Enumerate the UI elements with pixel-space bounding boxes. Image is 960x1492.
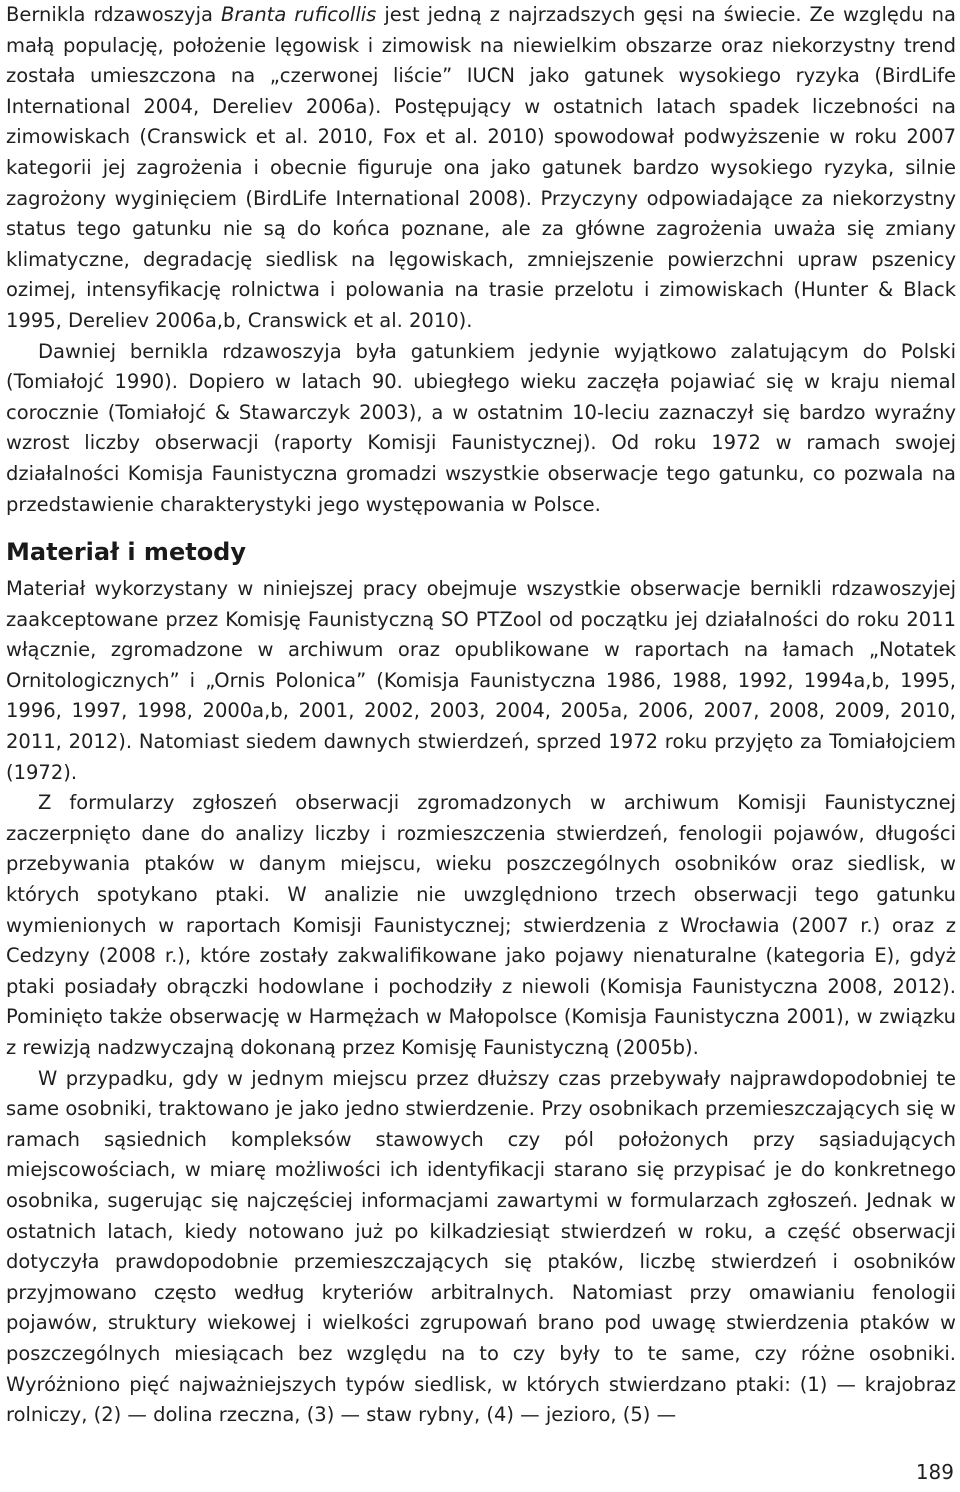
paragraph-text: Bernikla rdzawoszyja [6, 3, 221, 26]
intro-paragraph-1 [6, 0, 956, 337]
page-number: 189 [915, 1460, 954, 1484]
species-latin-name: Branta ruficollis [220, 3, 377, 26]
article-page [6, 0, 956, 1431]
section-heading: Materiał i metody [6, 538, 246, 567]
methods-paragraph-1: Materiał wykorzystany w niniejszej pracy obejmuje wszystkie obserwacje bernikli rdzawoszyjej zaakceptowane przez Komisję Faunistyczną SO PTZool od początku jej działalności do roku 2011 włącznie, zgromadzone w archiwum oraz opublikowane w raportach na łamach „Notatek Ornitologicznych” i „Ornis Polonica” (Komisja Faunistyczna 1986, 1988, 1992, 1994a,b, 1995, 1996, 1997, 1998, 2000a,b, 2001, 2002, 2003, 2004, 2005a, 2006, 2007, 2008, 2009, 2010, 2011, 2012). Natomiast siedem dawnych stwierdzeń, sprzed 1972 roku przyjęto za Tomiałojciem (1972). [6, 577, 956, 784]
intro-paragraph-2: Dawniej bernikla rdzawoszyja była gatunkiem jedynie wyjątkowo zalatującym do Polski (Tomiałojć 1990). Dopiero w latach 90. ubiegłego wieku zaczęła pojawiać się w kraju niemal corocznie (Tomiałojć & Stawarczyk 2003), a w ostatnim 10-leciu zaznaczył się bardzo wyraźny wzrost liczby obserwacji (raporty Komisji Faunistycznej). Od roku 1972 w ramach swojej działalności Komisja Faunistyczna gromadzi wszystkie obserwacje tego gatunku, co pozwala na przedstawienie charakterystyki jego występowania w Polsce. [6, 339, 956, 516]
methods-paragraph-3: W przypadku, gdy w jednym miejscu przez dłuższy czas przebywały najprawdopodobniej te same osobniki, traktowano je jako jedno stwierdzenie. Przy osobnikach przemieszczających się w ramach sąsiednich kompleksów stawowych czy pól położonych przy sąsiadujących miejscowościach, w miarę możliwości ich identyfikacji starano się przypisać je do konkretnego osobnika, sugerując się najczęściej informacjami zawartymi w formularzach zgłoszeń. Jednak w ostatnich latach, kiedy notowano już po kilkadziesiąt stwierdzeń w roku, a część obserwacji dotyczyła prawdopodobnie przemieszczających się ptaków, liczbę stwierdzeń i osobników przyjmowano często według kryteriów arbitralnych. Natomiast przy omawianiu fenologii pojawów, struktury wiekowej i wielkości zgrupowań brano pod uwagę stwierdzenia ptaków w poszczególnych miesiącach bez względu na to czy były to te same, czy różne osobniki. Wyróżniono pięć najważniejszych typów siedlisk, w których stwierdzano ptaki: (1) — krajobraz rolniczy, (2) — dolina rzeczna, (3) — staw rybny, (4) — jezioro, (5) — [6, 1066, 956, 1427]
methods-paragraph-2: Z formularzy zgłoszeń obserwacji zgromadzonych w archiwum Komisji Faunistycznej zaczerpnięto dane do analizy liczby i rozmieszczenia stwierdzeń, fenologii pojawów, długości przebywania ptaków w danym miejscu, wieku poszczególnych osobników oraz siedlisk, w których spotykano ptaki. W analizie nie uwzględniono trzech obserwacji tego gatunku wymienionych w raportach Komisji Faunistycznej; stwierdzenia z Wrocławia (2007 r.) oraz z Cedzyny (2008 r.), które zostały zakwalifikowane jako pojawy nienaturalne (kategoria E), gdyż ptaki posiadały obrączki hodowlane i pochodziły z niewoli (Komisja Faunistyczna 2008, 2012). Pominięto także obserwację w Harmężach w Małopolsce (Komisja Faunistyczna 2001), w związku z rewizją nadzwyczajną dokonaną przez Komisję Faunistyczną (2005b). [6, 791, 956, 1059]
paragraph-text: jest jedną z najrzadszych gęsi na świecie. Ze względu na małą populację, położenie lęgowisk i zimowisk na niewielkim obszarze oraz niekorzystny trend została umieszczona na „czerwonej liście” IUCN jako gatunek wysokiego ryzyka (BirdLife International 2004, Dereliev 2006a). Postępujący w ostatnich latach spadek liczebności na zimowiskach (Cranswick et al. 2010, Fox et al. 2010) spowodował podwyższenie w roku 2007 kategorii jej zagrożenia i obecnie figuruje ona jako gatunek bardzo wysokiego ryzyka, silnie zagrożony wyginięciem (BirdLife International 2008). Przyczyny odpowiadające za niekorzystny status tego gatunku nie są do końca poznane, ale za główne zagrożenia uważa się zmiany klimatyczne, degradację siedlisk na lęgowiskach, zmniejszenie powierzchni upraw pszenicy ozimej, intensyfikację rolnictwa i polowania na trasie przelotu i zimowiskach (Hunter & Black 1995, Dereliev 2006a,b, Cranswick et al. 2010). [6, 3, 956, 332]
